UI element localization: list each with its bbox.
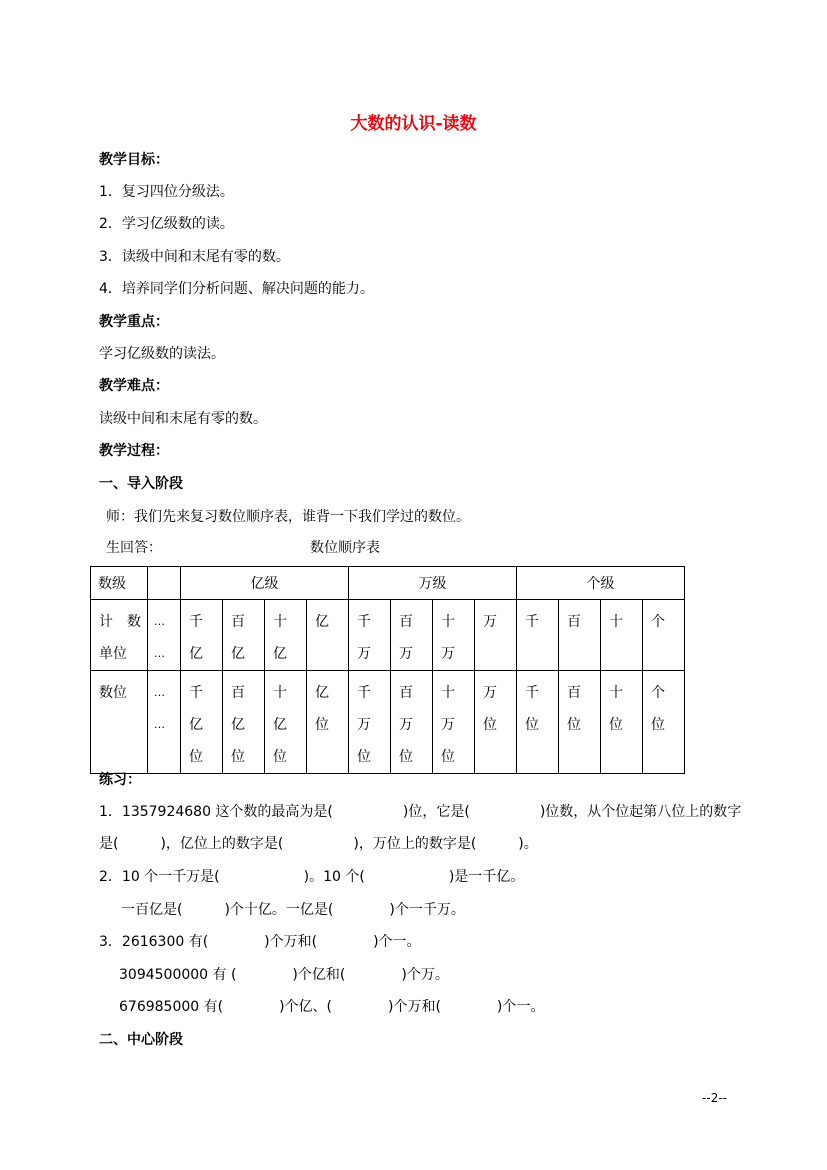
question-3-line-1: 3．2616300 有( )个万和( )个一。 (99, 934, 421, 950)
question-2-line-2: 一百亿是( )个十亿。一亿是( )个一千万。 (121, 902, 465, 918)
header-blank (148, 567, 181, 600)
difficulty-heading: 教学难点： (99, 378, 169, 394)
goal-item: 1．复习四位分级法。 (99, 184, 234, 200)
process-heading: 教学过程： (99, 443, 169, 459)
question-3-line-2: 3094500000 有 ( )个亿和( )个万。 (119, 967, 449, 983)
goal-item: 3．读级中间和末尾有零的数。 (99, 249, 290, 265)
goals-heading: 教学目标： (99, 152, 169, 168)
table-caption: 数位顺序表 (310, 540, 380, 556)
question-2-line-1: 2．10 个一千万是( )。10 个( )是一千亿。 (99, 869, 525, 885)
unit-cell: 亿 (307, 600, 349, 671)
unit-cell: 千 (517, 600, 559, 671)
key-heading: 教学重点： (99, 314, 169, 330)
place-cell: 亿 位 (307, 671, 349, 774)
place-cell: 十 亿 位 (265, 671, 307, 774)
document-title: 大数的认识-读数 (350, 114, 477, 134)
place-row-label: 数位 (91, 671, 148, 774)
place-cell: 百 万 位 (391, 671, 433, 774)
place-cell: 千 位 (517, 671, 559, 774)
place-cell: 千 亿 位 (181, 671, 223, 774)
group-wan: 万级 (349, 567, 517, 600)
unit-row-label: 计 数 单位 (91, 600, 148, 671)
unit-cell: 千 亿 (181, 600, 223, 671)
place-cell: 百 位 (559, 671, 601, 774)
difficulty-text: 读级中间和末尾有零的数。 (99, 411, 267, 427)
place-cell: 百 亿 位 (223, 671, 265, 774)
place-cell: 万 位 (475, 671, 517, 774)
question-1-line-1: 1．1357924680 这个数的最高为是( )位，它是( )位数，从个位起第八位上的数字 (99, 804, 742, 820)
place-cell: 十 位 (601, 671, 643, 774)
unit-cell: 百 万 (391, 600, 433, 671)
question-3-line-3: 676985000 有( )个亿、( )个万和( )个一。 (119, 999, 545, 1015)
section1-heading: 一、导入阶段 (99, 476, 183, 492)
section2-heading: 二、中心阶段 (99, 1032, 183, 1048)
place-cell: 千 万 位 (349, 671, 391, 774)
group-yi: 亿级 (181, 567, 349, 600)
question-1-line-2: 是( )，亿位上的数字是( )，万位上的数字是( )。 (99, 836, 538, 852)
unit-cell: 千 万 (349, 600, 391, 671)
key-text: 学习亿级数的读法。 (99, 346, 225, 362)
unit-row-dots: … … (148, 600, 181, 671)
teacher-line: 师：我们先来复习数位顺序表，谁背一下我们学过的数位。 (106, 509, 470, 525)
place-cell: 十 万 位 (433, 671, 475, 774)
unit-cell: 百 亿 (223, 600, 265, 671)
page-number: --2-- (702, 1091, 727, 1105)
unit-cell: 万 (475, 600, 517, 671)
place-cell: 个 位 (643, 671, 685, 774)
practice-heading: 练习： (99, 772, 141, 788)
place-row-dots: … … (148, 671, 181, 774)
unit-cell: 个 (643, 600, 685, 671)
student-label: 生回答： (106, 540, 162, 556)
unit-cell: 十 (601, 600, 643, 671)
goal-item: 2．学习亿级数的读。 (99, 216, 234, 232)
unit-cell: 十 万 (433, 600, 475, 671)
place-value-table (90, 566, 685, 774)
unit-cell: 十 亿 (265, 600, 307, 671)
goal-item: 4．培养同学们分析问题、解决问题的能力。 (99, 281, 374, 297)
unit-cell: 百 (559, 600, 601, 671)
group-ge: 个级 (517, 567, 685, 600)
header-label: 数级 (91, 567, 148, 600)
